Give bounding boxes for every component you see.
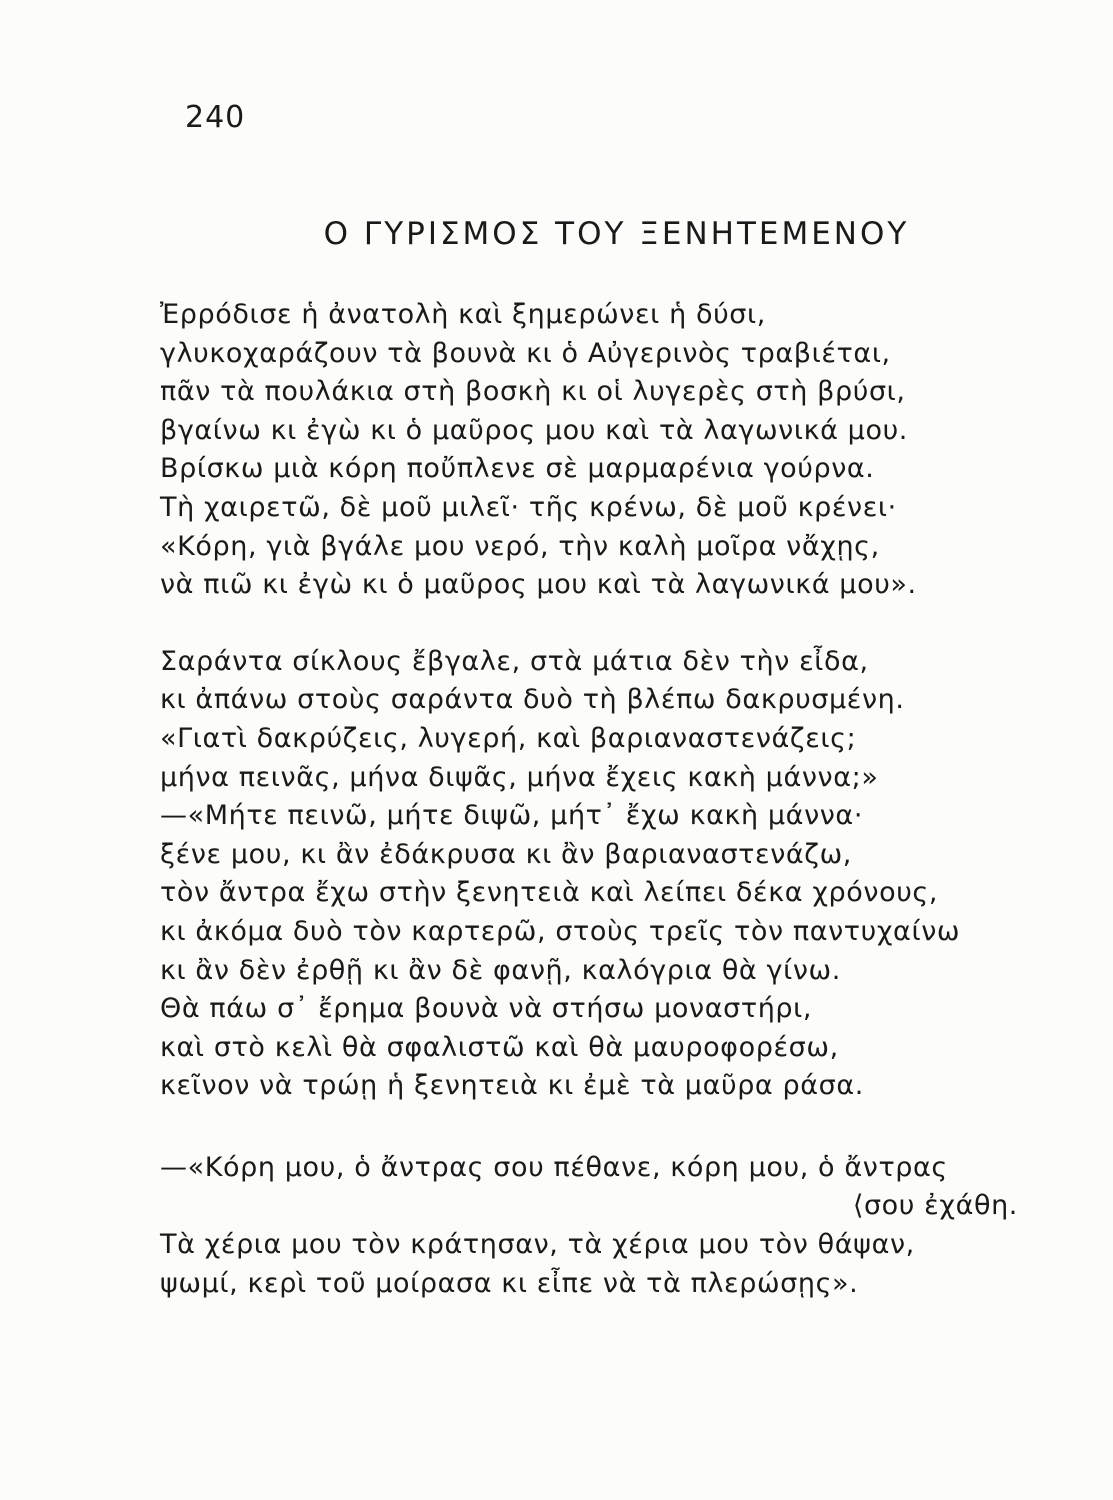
poem-line: νὰ πιῶ κι ἐγὼ κι ὁ μαῦρος μου καὶ τὰ λαγωνικά μου». xyxy=(160,569,917,601)
poem-line: Βρίσκω μιὰ κόρη ποὔπλενε σὲ μαρμαρένια γούρνα. xyxy=(160,453,875,485)
page-number: 240 xyxy=(185,100,246,135)
poem-line: κεῖνον νὰ τρώῃ ἡ ξενητειὰ κι ἐμὲ τὰ μαῦρα ράσα. xyxy=(160,1070,864,1102)
stanza-break xyxy=(160,1106,1060,1149)
poem-line: τὸν ἄντρα ἔχω στὴν ξενητειὰ καὶ λείπει δέκα χρόνους, xyxy=(160,877,939,909)
poem-line: —«Κόρη μου, ὁ ἄντρας σου πέθανε, κόρη μου, ὁ ἄντρας xyxy=(160,1151,948,1183)
poem-line: Ἐρρόδισε ἡ ἀνατολὴ καὶ ξημερώνει ἡ δύσι, xyxy=(160,299,766,330)
poem-line: Σαράντα σίκλους ἔβγαλε, στὰ μάτια δὲν τὴν εἶδα, xyxy=(160,645,869,677)
poem-line: Τὰ χέρια μου τὸν κράτησαν, τὰ χέρια μου τὸν θάψαν, xyxy=(160,1229,915,1261)
poem-line: «Γιατὶ δακρύζεις, λυγερή, καὶ βαριαναστενάζεις; xyxy=(160,722,857,754)
poem-line: πᾶν τὰ πουλάκια στὴ βοσκὴ κι οἱ λυγερὲς στὴ βρύσι, xyxy=(160,376,906,408)
stanza-1 xyxy=(160,296,1060,605)
poem-line: γλυκοχαράζουν τὰ βουνὰ κι ὁ Αὐγερινὸς τραβιέται, xyxy=(160,337,891,369)
poem-line: καὶ στὸ κελὶ θὰ σφαλιστῶ καὶ θὰ μαυροφορέσω, xyxy=(160,1031,839,1063)
poem-body xyxy=(160,296,1060,1303)
poem-title: Ο ΓΥΡΙΣΜΟΣ ΤΟΥ ΞΕΝΗΤΕΜΕΝΟΥ xyxy=(323,216,910,252)
poem-line: —«Μήτε πεινῶ, μήτε διψῶ, μήτ᾽ ἔχω κακὴ μάννα· xyxy=(160,800,864,832)
poem-line: Θὰ πάω σ᾽ ἔρημα βουνὰ νὰ στήσω μοναστήρι, xyxy=(160,993,813,1025)
poem-line-continuation: ⟨σου ἐχάθη. xyxy=(852,1190,1018,1222)
poem-line: «Κόρη, γιὰ βγάλε μου νερό, τὴν καλὴ μοῖρα νἄχῃς, xyxy=(160,530,880,562)
poem-line: Τὴ χαιρετῶ, δὲ μοῦ μιλεῖ· τῆς κρένω, δὲ μοῦ κρένει· xyxy=(160,491,897,523)
poem-line: βγαίνω κι ἐγὼ κι ὁ μαῦρος μου καὶ τὰ λαγωνικά μου. xyxy=(160,414,908,446)
stanza-2 xyxy=(160,643,1060,1106)
stanza-3 xyxy=(160,1149,1060,1303)
poem-line: κι ἀπάνω στοὺς σαράντα δυὸ τὴ βλέπω δακρυσμένη. xyxy=(160,684,905,716)
stanza-break xyxy=(160,605,1060,643)
poem-line: μήνα πεινᾶς, μήνα διψᾶς, μήνα ἔχεις κακὴ μάννα;» xyxy=(160,761,879,793)
poem-line: ξένε μου, κι ἂν ἐδάκρυσα κι ἂν βαριαναστενάζω, xyxy=(160,838,852,870)
poem-line: κι ἂν δὲν ἐρθῇ κι ἂν δὲ φανῇ, καλόγρια θὰ γίνω. xyxy=(160,954,841,986)
poem-line: ψωμί, κερὶ τοῦ μοίρασα κι εἶπε νὰ τὰ πλερώσῃς». xyxy=(160,1267,859,1299)
poem-line: κι ἀκόμα δυὸ τὸν καρτερῶ, στοὺς τρεῖς τὸν παντυχαίνω xyxy=(160,915,961,947)
